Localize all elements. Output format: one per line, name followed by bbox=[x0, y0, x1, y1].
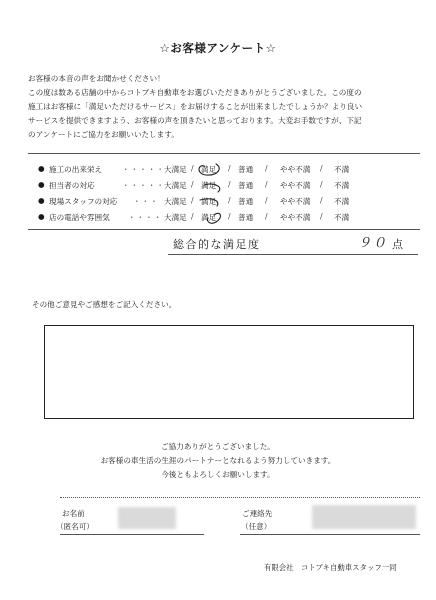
option-neutral[interactable]: 普通 bbox=[238, 181, 254, 190]
option-very-satisfied[interactable]: 大満足 bbox=[164, 165, 187, 174]
company-signature: 有限会社 コトブキ自動車スタッフ一同 bbox=[264, 563, 397, 572]
name-field-redacted[interactable] bbox=[118, 507, 176, 529]
separator: / bbox=[265, 196, 268, 205]
bullet-icon: ● bbox=[38, 164, 45, 173]
option-somewhat-dissatisfied[interactable]: やや不満 bbox=[280, 213, 311, 222]
separator: / bbox=[228, 164, 231, 173]
intro-paragraph bbox=[28, 72, 420, 142]
score-underline bbox=[168, 254, 418, 255]
separator: / bbox=[320, 180, 323, 189]
leader-dots: ・・・・ bbox=[128, 213, 163, 222]
name-label: お名前 bbox=[62, 509, 85, 518]
contact-field-redacted[interactable] bbox=[312, 505, 416, 529]
question-label: 店の電話や雰囲気 bbox=[49, 213, 110, 222]
separator: / bbox=[191, 212, 194, 221]
option-satisfied[interactable]: 満足 bbox=[201, 197, 217, 206]
option-somewhat-dissatisfied[interactable]: やや不満 bbox=[280, 165, 311, 174]
option-neutral[interactable]: 普通 bbox=[238, 165, 254, 174]
separator: / bbox=[228, 180, 231, 189]
total-score-handwritten[interactable]: ９０ bbox=[358, 236, 389, 251]
score-unit: 点 bbox=[392, 238, 403, 251]
question-label: 現場スタッフの対応 bbox=[49, 197, 118, 206]
separator: / bbox=[228, 196, 231, 205]
leader-dots: ・・・・・ bbox=[122, 181, 165, 190]
comment-box[interactable] bbox=[44, 325, 414, 419]
total-satisfaction-label: 総合的な満足度 bbox=[173, 238, 261, 251]
selection-circle-2 bbox=[204, 184, 220, 192]
separator: / bbox=[191, 180, 194, 189]
bullet-icon: ● bbox=[38, 212, 45, 221]
option-neutral[interactable]: 普通 bbox=[238, 197, 254, 206]
option-very-satisfied[interactable]: 大満足 bbox=[164, 197, 187, 206]
option-dissatisfied[interactable]: 不満 bbox=[334, 181, 350, 190]
separator: / bbox=[265, 180, 268, 189]
option-very-satisfied[interactable]: 大満足 bbox=[164, 181, 187, 190]
option-dissatisfied[interactable]: 不満 bbox=[334, 165, 350, 174]
separator: / bbox=[320, 196, 323, 205]
closing-line: ご協力ありがとうございました。 bbox=[161, 442, 275, 451]
separator: / bbox=[191, 196, 194, 205]
handwritten-selection-marks bbox=[190, 160, 240, 232]
leader-dots: ・・・・・ bbox=[122, 165, 165, 174]
contact-sub-label: （任意） bbox=[241, 522, 272, 531]
option-satisfied[interactable]: 満足 bbox=[201, 165, 217, 174]
separator: / bbox=[320, 164, 323, 173]
intro-line: のアンケートにご協力をお願いいたします。 bbox=[28, 130, 179, 139]
comment-prompt: その他ご意見やご感想をご記入ください。 bbox=[32, 300, 177, 309]
closing-message bbox=[0, 440, 436, 482]
option-dissatisfied[interactable]: 不満 bbox=[334, 197, 350, 206]
separator: / bbox=[265, 212, 268, 221]
contact-underline bbox=[240, 534, 420, 535]
option-neutral[interactable]: 普通 bbox=[238, 213, 254, 222]
option-satisfied[interactable]: 満足 bbox=[201, 213, 217, 222]
selection-circle-1 bbox=[199, 164, 219, 175]
option-dissatisfied[interactable]: 不満 bbox=[334, 213, 350, 222]
divider-top bbox=[28, 153, 420, 154]
divider-middle bbox=[28, 229, 420, 230]
separator: / bbox=[228, 212, 231, 221]
bullet-icon: ● bbox=[38, 196, 45, 205]
name-sub-label: （匿名可） bbox=[56, 522, 94, 531]
separator: / bbox=[191, 164, 194, 173]
contact-label: ご連絡先 bbox=[242, 509, 273, 518]
intro-line: サービスを提供できますよう、お客様の声を頂きたいと思っております。大変お手数ですが、下記 bbox=[28, 116, 362, 125]
option-somewhat-dissatisfied[interactable]: やや不満 bbox=[280, 197, 311, 206]
option-somewhat-dissatisfied[interactable]: やや不満 bbox=[280, 181, 311, 190]
separator: / bbox=[320, 212, 323, 221]
name-underline bbox=[60, 534, 204, 535]
intro-line: お客様の本音の声をお聞かせください！ bbox=[28, 74, 165, 83]
selection-circle-4 bbox=[208, 213, 221, 223]
leader-dots: ・・・ bbox=[133, 197, 159, 206]
question-label: 担当者の対応 bbox=[49, 181, 95, 190]
separator: / bbox=[265, 164, 268, 173]
closing-line: 今後ともよろしくお願いします。 bbox=[161, 470, 275, 479]
bullet-icon: ● bbox=[38, 180, 45, 189]
question-label: 施工の出来栄え bbox=[49, 165, 103, 174]
selection-circle-3 bbox=[200, 199, 218, 206]
divider-signature bbox=[60, 497, 420, 498]
survey-title: ☆お客様アンケート☆ bbox=[159, 41, 277, 55]
intro-line: 施工はお客様に「満足いただけるサービス」をお届けすることが出来ましたでしょうか？より良い bbox=[28, 102, 363, 111]
intro-line: この度は数ある店舗の中からコトブキ自動車をお選びいただきありがとうございました。この度の bbox=[28, 88, 362, 97]
option-satisfied[interactable]: 満足 bbox=[201, 181, 217, 190]
option-very-satisfied[interactable]: 大満足 bbox=[164, 213, 187, 222]
closing-line: お客様の車生活の生涯のパートナーとなれるよう努力していきます。 bbox=[100, 456, 336, 465]
